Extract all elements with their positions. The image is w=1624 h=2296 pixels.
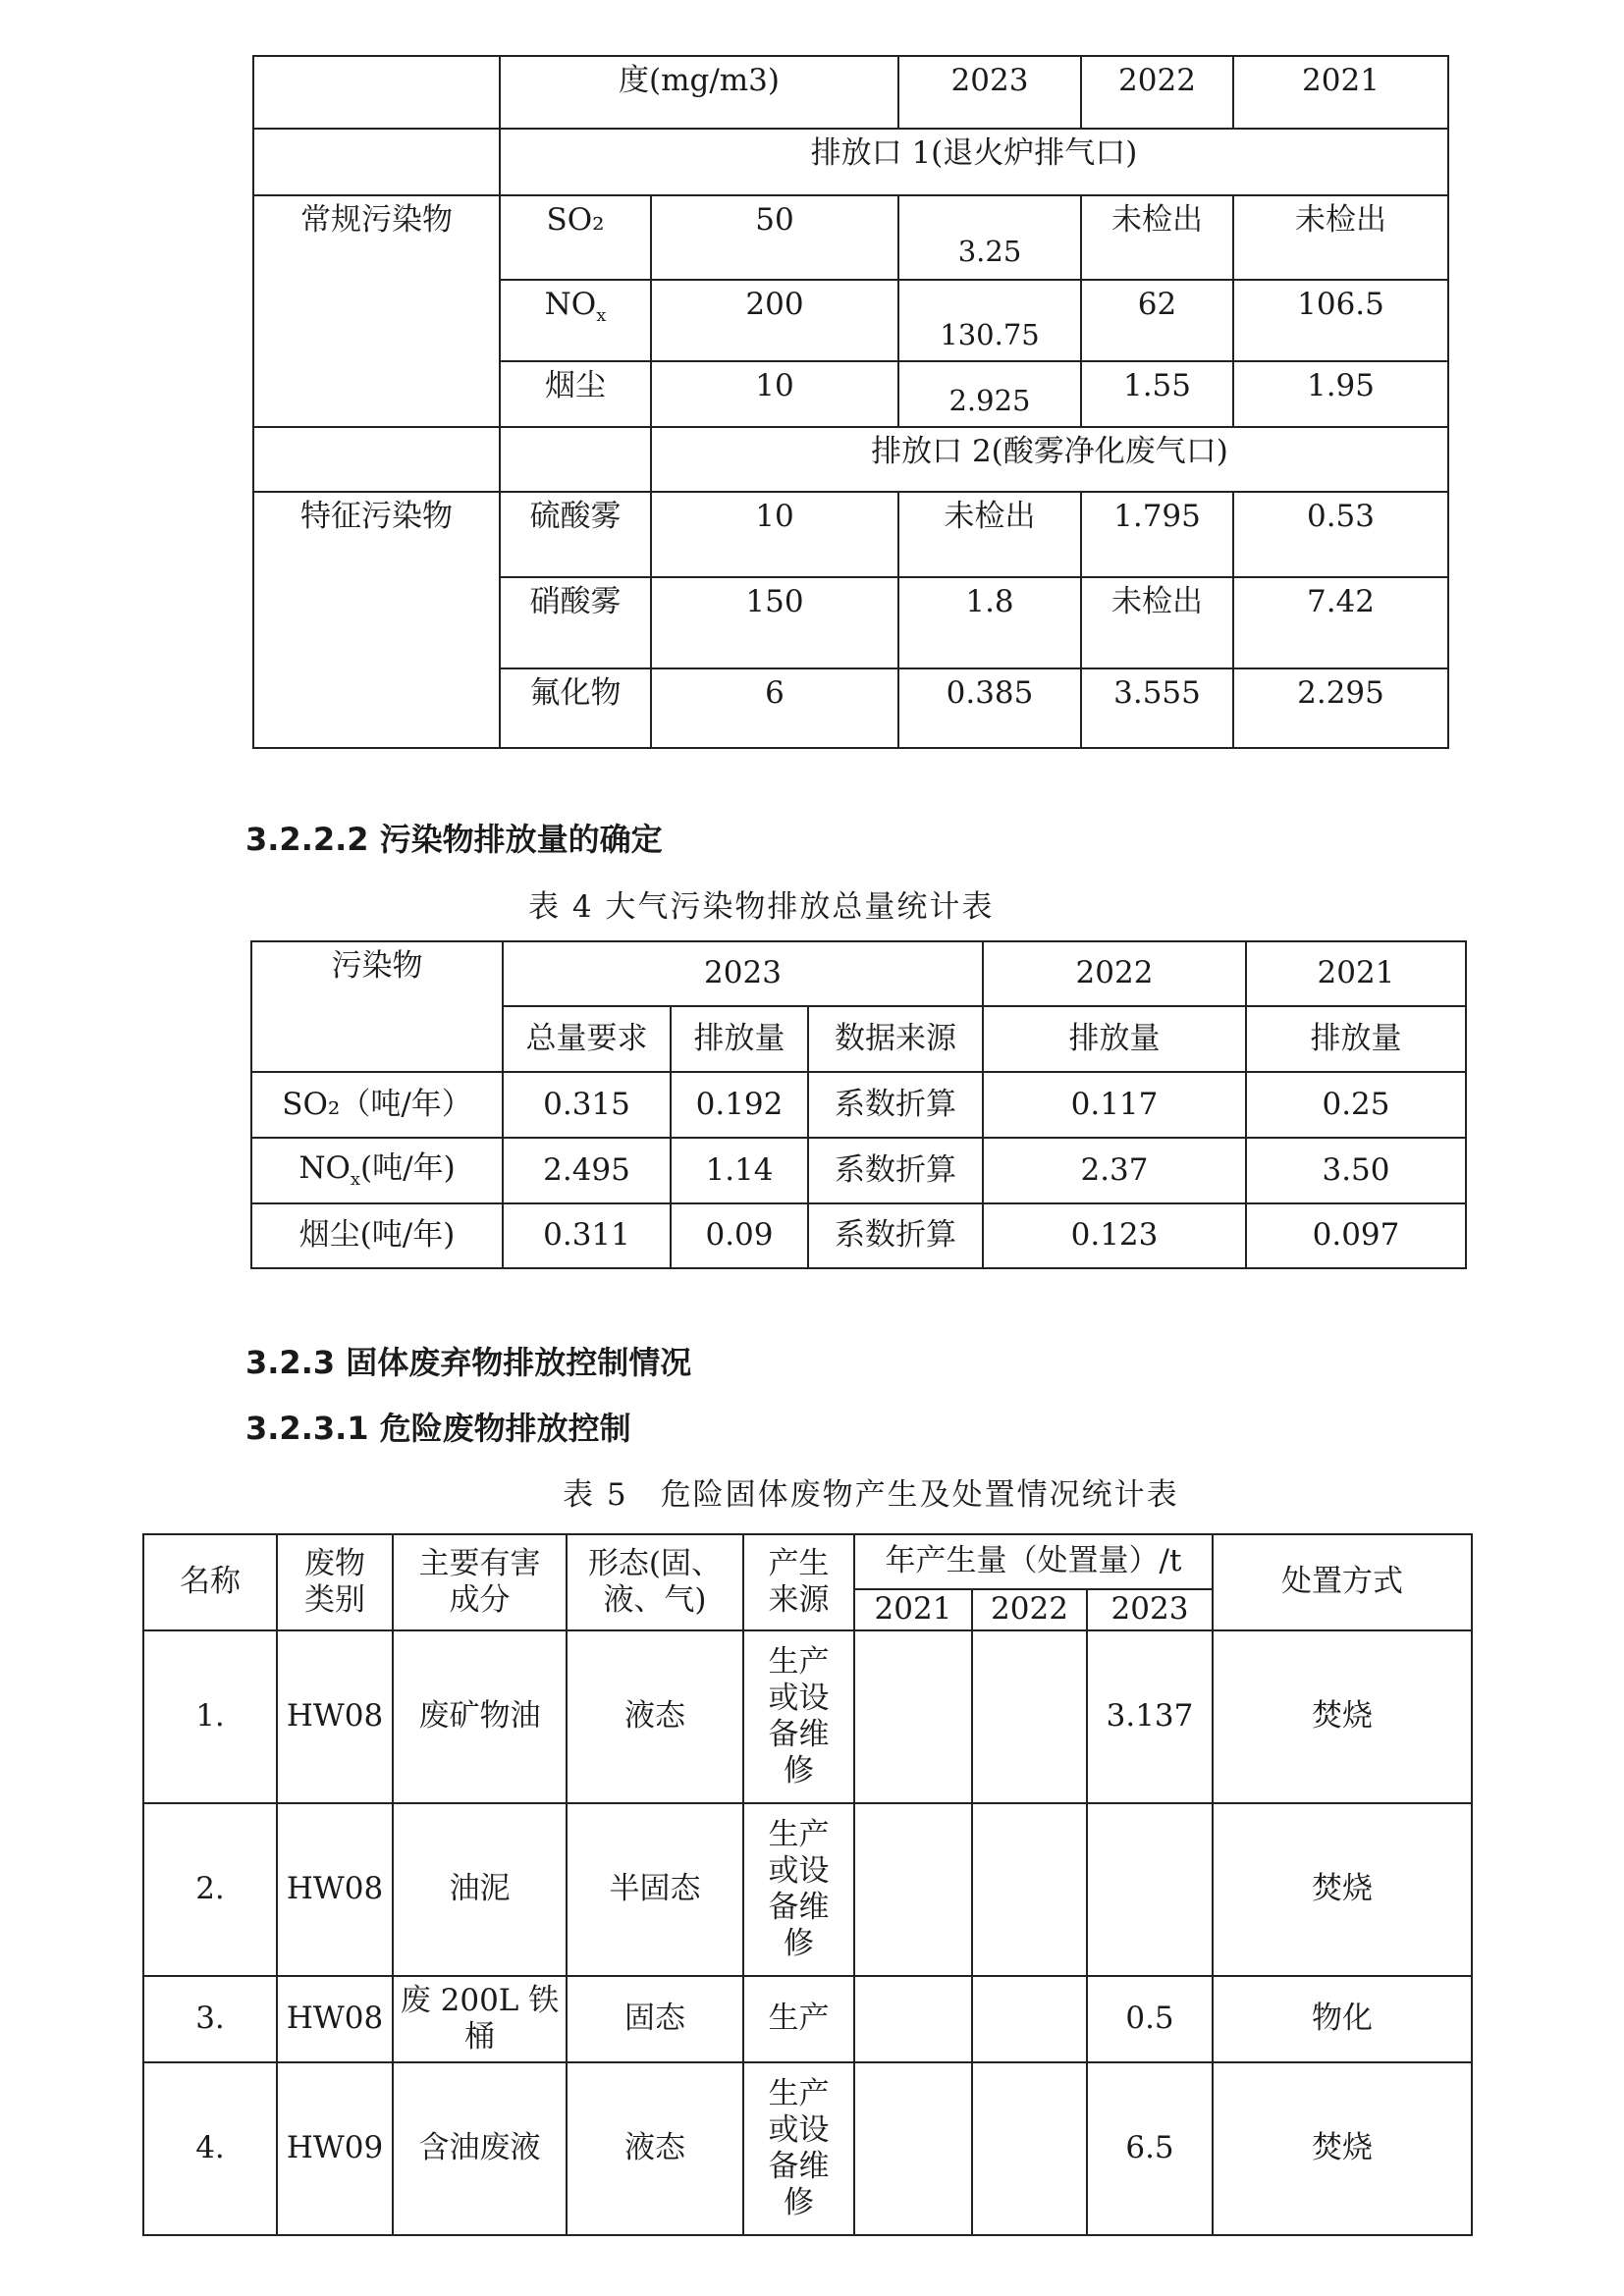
value-2021: 0.53 xyxy=(1233,492,1448,577)
header-line: 形态(固、 xyxy=(587,1545,723,1581)
header-line: 来源 xyxy=(768,1582,830,1618)
table-header-cell: 名称 xyxy=(143,1534,277,1630)
table-header-cell: 处置方式 xyxy=(1213,1534,1472,1630)
value-2023: 1.8 xyxy=(898,577,1081,668)
value-2021 xyxy=(854,1803,972,1976)
table-4-caption: 表 4 大气污染物排放总量统计表 xyxy=(528,889,995,925)
table-header-cell: 总量要求 xyxy=(503,1006,671,1072)
harmful-component: 油泥 xyxy=(393,1803,567,1976)
disposal-method: 焚烧 xyxy=(1213,2062,1472,2235)
value-2021: 未检出 xyxy=(1233,195,1448,280)
disposal-method: 物化 xyxy=(1213,1976,1472,2062)
table-header-cell: 排放量 xyxy=(983,1006,1246,1072)
table-header-cell: 2021 xyxy=(1233,56,1448,131)
value-2022: 2.37 xyxy=(983,1138,1246,1203)
pollutant-name xyxy=(251,1138,503,1203)
emission-value: 1.14 xyxy=(671,1138,808,1203)
pollutant-name: SO₂ xyxy=(500,195,651,280)
limit-value: 10 xyxy=(651,361,898,427)
source-line: 或设 xyxy=(768,1680,830,1716)
table-header-cell: 数据来源 xyxy=(808,1006,983,1072)
value-2023: 3.137 xyxy=(1087,1630,1213,1803)
table-cell xyxy=(253,56,500,131)
component-line: 桶 xyxy=(464,2019,495,2055)
emission-value: 0.09 xyxy=(671,1203,808,1268)
total-emission-table xyxy=(250,940,1467,1269)
table-header-cell: 排放量 xyxy=(1246,1006,1466,1072)
source-line: 生产 xyxy=(768,1816,830,1852)
section-heading-323: 3.2.3 固体废弃物排放控制情况 xyxy=(245,1344,692,1381)
table-header-cell: 2021 xyxy=(854,1589,972,1630)
table-header-cell: 2023 xyxy=(503,941,983,1006)
source-line: 生产 xyxy=(768,1643,830,1680)
harmful-component: 含油废液 xyxy=(393,2062,567,2235)
pollutant-name: 硝酸雾 xyxy=(500,577,651,668)
waste-form: 液态 xyxy=(567,1630,743,1803)
total-requirement: 2.495 xyxy=(503,1138,671,1203)
waste-form: 固态 xyxy=(567,1976,743,2062)
table-header-cell: 2022 xyxy=(972,1589,1087,1630)
value-2023: 6.5 xyxy=(1087,2062,1213,2235)
disposal-method: 焚烧 xyxy=(1213,1803,1472,1976)
value-2021: 2.295 xyxy=(1233,668,1448,748)
header-line: 液、气) xyxy=(603,1582,707,1618)
header-line: 产生 xyxy=(768,1545,830,1581)
value-2021 xyxy=(854,1976,972,2062)
total-requirement: 0.315 xyxy=(503,1072,671,1138)
table-cell xyxy=(253,427,500,492)
pollutant-name-subscript: x xyxy=(596,305,607,327)
waste-source xyxy=(743,1630,854,1803)
table-cell xyxy=(500,427,651,492)
table-header-cell: 年产生量（处置量）/t xyxy=(854,1534,1213,1589)
waste-source xyxy=(743,2062,854,2235)
table-5-caption: 表 5 危险固体废物产生及处置情况统计表 xyxy=(563,1477,1179,1513)
value-2023 xyxy=(1087,1803,1213,1976)
source-line: 修 xyxy=(784,1926,814,1962)
pollutant-name xyxy=(500,280,651,361)
table-header-cell xyxy=(393,1534,567,1630)
waste-form: 液态 xyxy=(567,2062,743,2235)
pollutant-unit: (吨/年) xyxy=(360,1150,456,1187)
pollutant-name: SO₂（吨/年） xyxy=(251,1072,503,1138)
data-source: 系数折算 xyxy=(808,1138,983,1203)
harmful-component: 废矿物油 xyxy=(393,1630,567,1803)
value-2021: 1.95 xyxy=(1233,361,1448,427)
pollutant-name-subscript: x xyxy=(350,1169,361,1191)
value-2022: 3.555 xyxy=(1081,668,1233,748)
header-line: 主要有害 xyxy=(418,1545,541,1581)
source-line: 或设 xyxy=(768,1852,830,1889)
hazardous-waste-table xyxy=(142,1533,1473,2236)
value-2021: 0.25 xyxy=(1246,1072,1466,1138)
value-2021: 7.42 xyxy=(1233,577,1448,668)
table-header-cell: 2021 xyxy=(1246,941,1466,1006)
source-line: 备维 xyxy=(768,2149,830,2184)
limit-value: 150 xyxy=(651,577,898,668)
section-heading-3222: 3.2.2.2 污染物排放量的确定 xyxy=(245,821,663,858)
disposal-method: 焚烧 xyxy=(1213,1630,1472,1803)
table-header-cell: 污染物 xyxy=(251,941,503,1072)
total-requirement: 0.311 xyxy=(503,1203,671,1268)
section-heading-3231: 3.2.3.1 危险废物排放控制 xyxy=(245,1410,631,1447)
value-2023: 3.25 xyxy=(898,195,1081,280)
header-line: 类别 xyxy=(304,1582,365,1618)
pollutant-name: 烟尘 xyxy=(500,361,651,427)
source-line: 备维 xyxy=(768,1717,830,1752)
waste-category: HW08 xyxy=(277,1630,393,1803)
value-2021: 106.5 xyxy=(1233,280,1448,361)
value-2022 xyxy=(972,1803,1087,1976)
outlet-2-label: 排放口 2(酸雾净化废气口) xyxy=(651,427,1448,492)
row-number: 3. xyxy=(143,1976,277,2062)
table-header-cell: 2022 xyxy=(1081,56,1233,131)
limit-value: 10 xyxy=(651,492,898,577)
pollutant-name-text: NO xyxy=(544,287,597,322)
value-2021: 0.097 xyxy=(1246,1203,1466,1268)
value-2022: 0.117 xyxy=(983,1072,1246,1138)
source-line: 修 xyxy=(784,1753,814,1789)
row-number: 1. xyxy=(143,1630,277,1803)
emission-concentration-table xyxy=(252,55,1449,132)
pollutant-group-label: 常规污染物 xyxy=(253,195,500,427)
waste-category: HW09 xyxy=(277,2062,393,2235)
component-line: 废 200L 铁 xyxy=(400,1982,560,2018)
value-2022: 1.55 xyxy=(1081,361,1233,427)
limit-value: 6 xyxy=(651,668,898,748)
outlet-1-label: 排放口 1(退火炉排气口) xyxy=(500,129,1448,195)
table-header-cell: 2023 xyxy=(1087,1589,1213,1630)
table-header-cell xyxy=(277,1534,393,1630)
limit-value: 200 xyxy=(651,280,898,361)
table-header-cell xyxy=(743,1534,854,1630)
table-header-cell: 排放量 xyxy=(671,1006,808,1072)
table-header-cell: 度(mg/m3) xyxy=(500,56,898,131)
table-cell xyxy=(253,129,500,195)
value-2022 xyxy=(972,2062,1087,2235)
value-2022: 1.795 xyxy=(1081,492,1233,577)
waste-category: HW08 xyxy=(277,1803,393,1976)
value-2022: 未检出 xyxy=(1081,195,1233,280)
source-line: 备维 xyxy=(768,1890,830,1925)
value-2022: 未检出 xyxy=(1081,577,1233,668)
value-2022 xyxy=(972,1630,1087,1803)
row-number: 4. xyxy=(143,2062,277,2235)
value-2023: 0.5 xyxy=(1087,1976,1213,2062)
value-2021 xyxy=(854,2062,972,2235)
waste-source xyxy=(743,1803,854,1976)
pollutant-group-label: 特征污染物 xyxy=(253,492,500,748)
header-line: 成分 xyxy=(449,1582,511,1618)
header-line: 废物 xyxy=(304,1545,365,1581)
value-2023: 130.75 xyxy=(898,280,1081,361)
row-number: 2. xyxy=(143,1803,277,1976)
data-source: 系数折算 xyxy=(808,1072,983,1138)
value-2023: 2.925 xyxy=(898,361,1081,427)
pollutant-name-text: NO xyxy=(298,1150,351,1187)
waste-source: 生产 xyxy=(743,1976,854,2062)
waste-form: 半固态 xyxy=(567,1803,743,1976)
table-header-cell: 2022 xyxy=(983,941,1246,1006)
source-line: 修 xyxy=(784,2185,814,2221)
value-2021 xyxy=(854,1630,972,1803)
pollutant-name: 烟尘(吨/年) xyxy=(251,1203,503,1268)
table-header-cell: 2023 xyxy=(898,56,1081,131)
emission-concentration-table-main xyxy=(252,128,1449,749)
data-source: 系数折算 xyxy=(808,1203,983,1268)
source-line: 或设 xyxy=(768,2111,830,2148)
emission-value: 0.192 xyxy=(671,1072,808,1138)
value-2021: 3.50 xyxy=(1246,1138,1466,1203)
limit-value: 50 xyxy=(651,195,898,280)
table-header-cell xyxy=(567,1534,743,1630)
value-2022: 0.123 xyxy=(983,1203,1246,1268)
value-2023: 未检出 xyxy=(898,492,1081,577)
pollutant-name: 氟化物 xyxy=(500,668,651,748)
value-2022 xyxy=(972,1976,1087,2062)
source-line: 生产 xyxy=(768,2075,830,2111)
pollutant-name: 硫酸雾 xyxy=(500,492,651,577)
value-2023: 0.385 xyxy=(898,668,1081,748)
waste-category: HW08 xyxy=(277,1976,393,2062)
harmful-component xyxy=(393,1976,567,2062)
value-2022: 62 xyxy=(1081,280,1233,361)
